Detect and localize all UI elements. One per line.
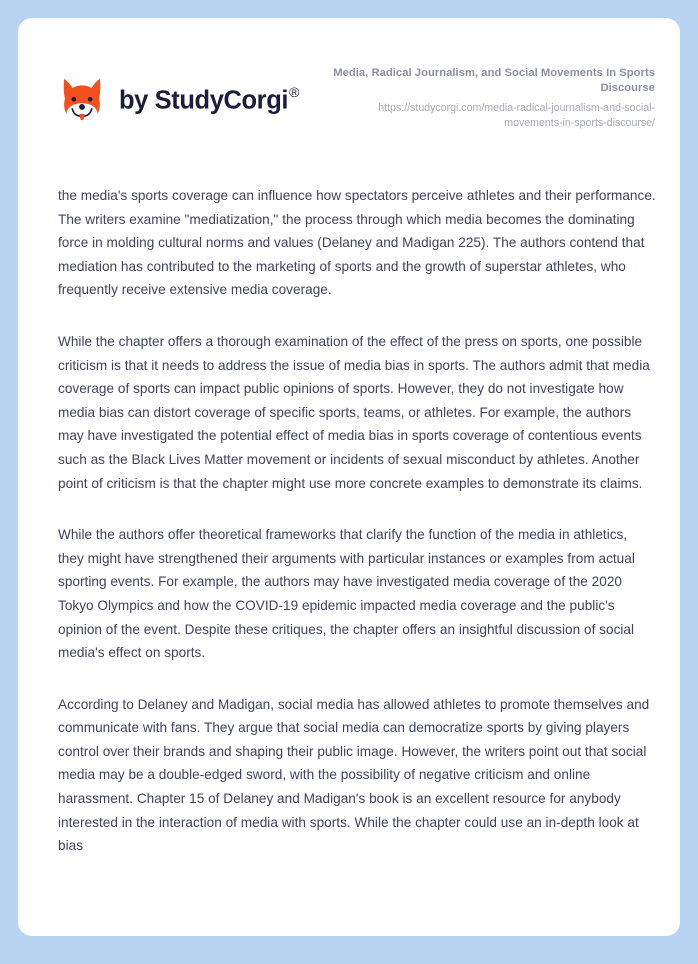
brand-wordmark — [119, 86, 299, 116]
document-body — [58, 184, 656, 858]
body-paragraph: the media's sports coverage can influence how spectators perceive athletes and their performance. The writers examine "mediatization," the process through which media becomes the dominating force in molding cultural norms and values (Delaney and Madigan 225). The authors contend that mediation has contributed to the marketing of sports and the growth of superstar athletes, who frequently receive extensive media coverage. — [58, 188, 656, 298]
registered-trademark-icon: ® — [289, 84, 299, 101]
header-meta — [325, 66, 655, 130]
brand-lockup[interactable] — [56, 74, 299, 126]
corgi-head-icon — [56, 74, 108, 126]
body-paragraph: While the chapter offers a thorough examination of the effect of the press on sports, one possible criticism is that it needs to address the issue of media bias in sports. The authors admit that media coverage of sports can impact public opinions of sports. However, they do not investigate how media bias can distort coverage of specific sports, teams, or athletes. For example, the authors may have investigated the potential effect of media bias in sports coverage of contentious events such as the Black Lives Matter movement or incidents of sexual misconduct by athletes. Another point of criticism is that the chapter might use more concrete examples to demonstrate its claims. — [58, 333, 650, 491]
body-paragraph: According to Delaney and Madigan, social media has allowed athletes to promote themselves and communicate with fans. They argue that social media can democratize sports by giving players control over their brands and shaping their public image. However, the writers point out that social media may be a double-edged sword, with the possibility of negative criticism and online harassment. Chapter 15 of Delaney and Madigan's book is an excellent resource for anybody interested in the interaction of media with sports. While the chapter could use an in-depth look at bias — [58, 696, 650, 854]
document-header — [18, 18, 680, 138]
document-page — [18, 18, 680, 936]
brand-wordmark-text: by StudyCorgi — [119, 86, 289, 115]
body-paragraph: While the authors offer theoretical frameworks that clarify the function of the media in athletics, they might have strengthened their arguments with particular instances or examples from actual sporting events. For example, the authors may have investigated media coverage of the 2020 Tokyo Olympics and how the COVID-19 epidemic impacted media coverage and the public's opinion of the event. Despite these critiques, the chapter offers an insightful discussion of social media's effect on sports. — [58, 527, 635, 661]
page-title: Media, Radical Journalism, and Social Movements In Sports Discourse — [333, 67, 655, 94]
source-url[interactable]: https://studycorgi.com/media-radical-journalism-and-social-movements-in-sports-discourse/ — [378, 102, 655, 129]
